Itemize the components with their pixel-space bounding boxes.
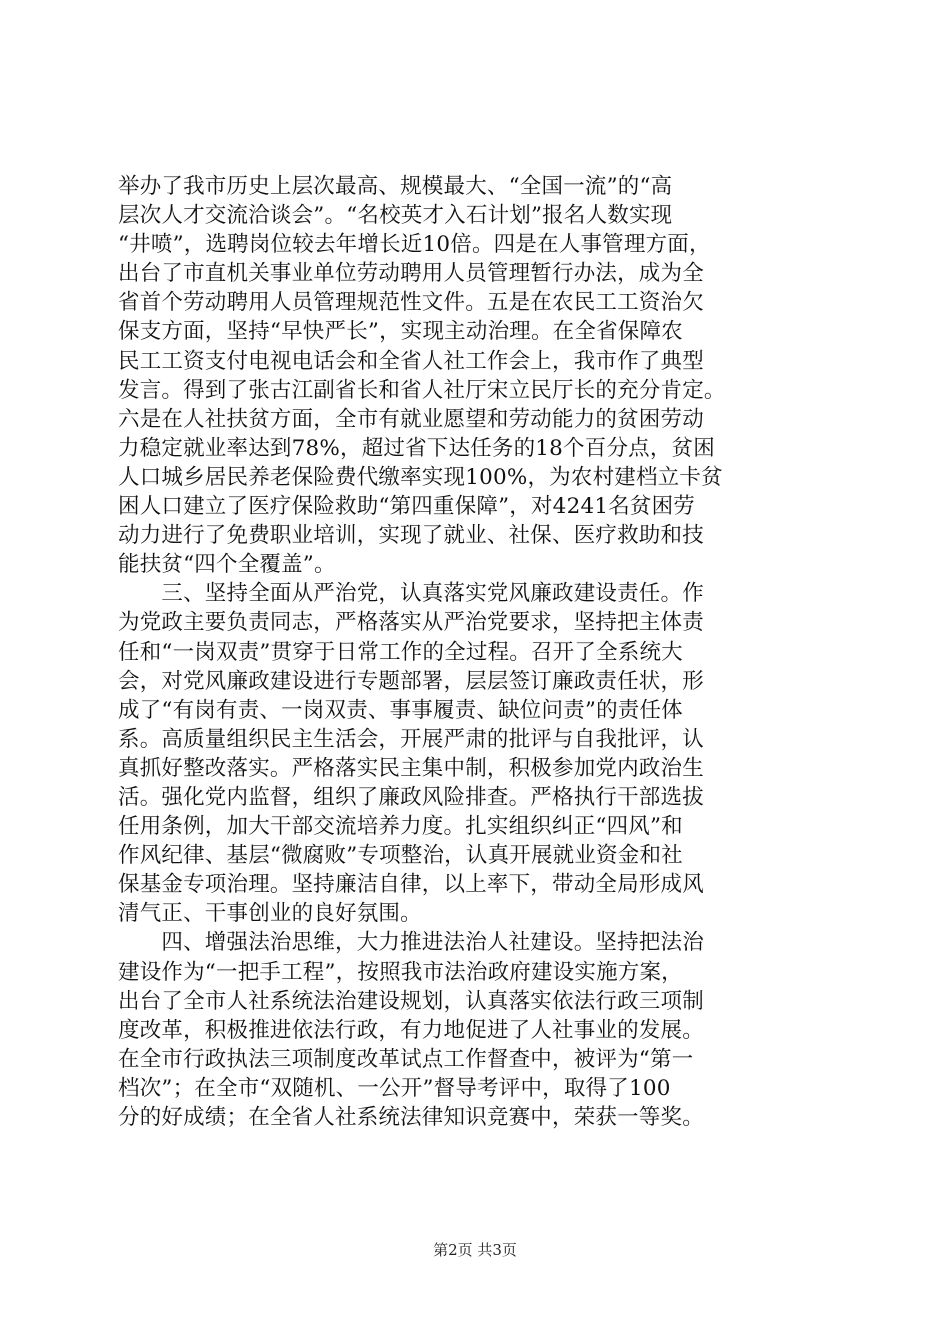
text-line: 会，对党风廉政建设进行专题部署，层层签订廉政责任状，形 — [118, 668, 704, 694]
text-line: 困人口建立了医疗保险救助“第四重保障”，对4241名贫困劳 — [118, 494, 696, 520]
text-line: 系。高质量组织民主生活会，开展严肃的批评与自我批评，认 — [118, 726, 704, 752]
text-line: 出台了全市人社系统法治建设规划，认真落实依法行政三项制 — [118, 988, 704, 1014]
text-line: “井喷”，选聘岗位较去年增长近10倍。四是在人事管理方面， — [118, 232, 711, 258]
text-line: 为党政主要负责同志，严格落实从严治党要求，坚持把主体责 — [118, 610, 704, 636]
text-line: 动力进行了免费职业培训，实现了就业、社保、医疗救助和技 — [118, 523, 704, 549]
text-line: 省首个劳动聘用人员管理规范性文件。五是在农民工工资治欠 — [118, 290, 704, 316]
text-line: 民工工资支付电视电话会和全省人社工作会上，我市作了典型 — [118, 348, 704, 374]
text-line: 在全市行政执法三项制度改革试点工作督查中，被评为“第一 — [118, 1046, 694, 1072]
text-line: 任和“一岗双责”贯穿于日常工作的全过程。召开了全系统大 — [118, 639, 683, 665]
page-footer: 第2页 共3页 — [433, 1241, 517, 1259]
text-line: 档次”；在全市“双随机、一公开”督导考评中，取得了100 — [118, 1075, 671, 1101]
text-line: 保基金专项治理。坚持廉洁自律，以上率下，带动全局形成风 — [118, 872, 704, 898]
text-line: 真抓好整改落实。严格落实民主集中制，积极参加党内政治生 — [118, 755, 704, 781]
text-line: 层次人才交流洽谈会”。“名校英才入石计划”报名人数实现 — [118, 203, 673, 229]
text-line: 任用条例，加大干部交流培养力度。扎实组织纠正“四风”和 — [118, 814, 683, 840]
text-line: 度改革，积极推进依法行政，有力地促进了人社事业的发展。 — [118, 1017, 704, 1043]
text-line: 力稳定就业率达到78%，超过省下达任务的18个百分点，贫困 — [118, 435, 715, 461]
text-line: 六是在人社扶贫方面，全市有就业愿望和劳动能力的贫困劳动 — [118, 406, 704, 432]
text-line: 作风纪律、基层“微腐败”专项整治，认真开展就业资金和社 — [118, 843, 683, 869]
text-line: 四、增强法治思维，大力推进法治人社建设。坚持把法治 — [118, 930, 704, 956]
document-body — [118, 172, 838, 1132]
text-line: 举办了我市历史上层次最高、规模最大、“全国一流”的“高 — [118, 174, 673, 199]
text-line: 三、坚持全面从严治党，认真落实党风廉政建设责任。作 — [118, 581, 704, 607]
text-line: 出台了市直机关事业单位劳动聘用人员管理暂行办法，成为全 — [118, 261, 704, 287]
text-line: 建设作为“一把手工程”，按照我市法治政府建设实施方案， — [118, 959, 683, 985]
text-line: 能扶贫“四个全覆盖”。 — [118, 552, 336, 578]
text-line: 保支方面，坚持“早快严长”，实现主动治理。在全省保障农 — [118, 319, 683, 345]
text-line: 发言。得到了张古江副省长和省人社厅宋立民厅长的充分肯定。 — [118, 377, 726, 403]
text-line: 活。强化党内监督，组织了廉政风险排查。严格执行干部选拔 — [118, 784, 704, 810]
text-line: 分的好成绩；在全省人社系统法律知识竞赛中，荣获一等奖。 — [118, 1105, 704, 1130]
text-line: 人口城乡居民养老保险费代缴率实现100%，为农村建档立卡贫 — [118, 464, 723, 490]
text-line: 清气正、干事创业的良好氛围。 — [118, 901, 422, 927]
text-line: 成了“有岗有责、一岗双责、事事履责、缺位问责”的责任体 — [118, 697, 683, 723]
